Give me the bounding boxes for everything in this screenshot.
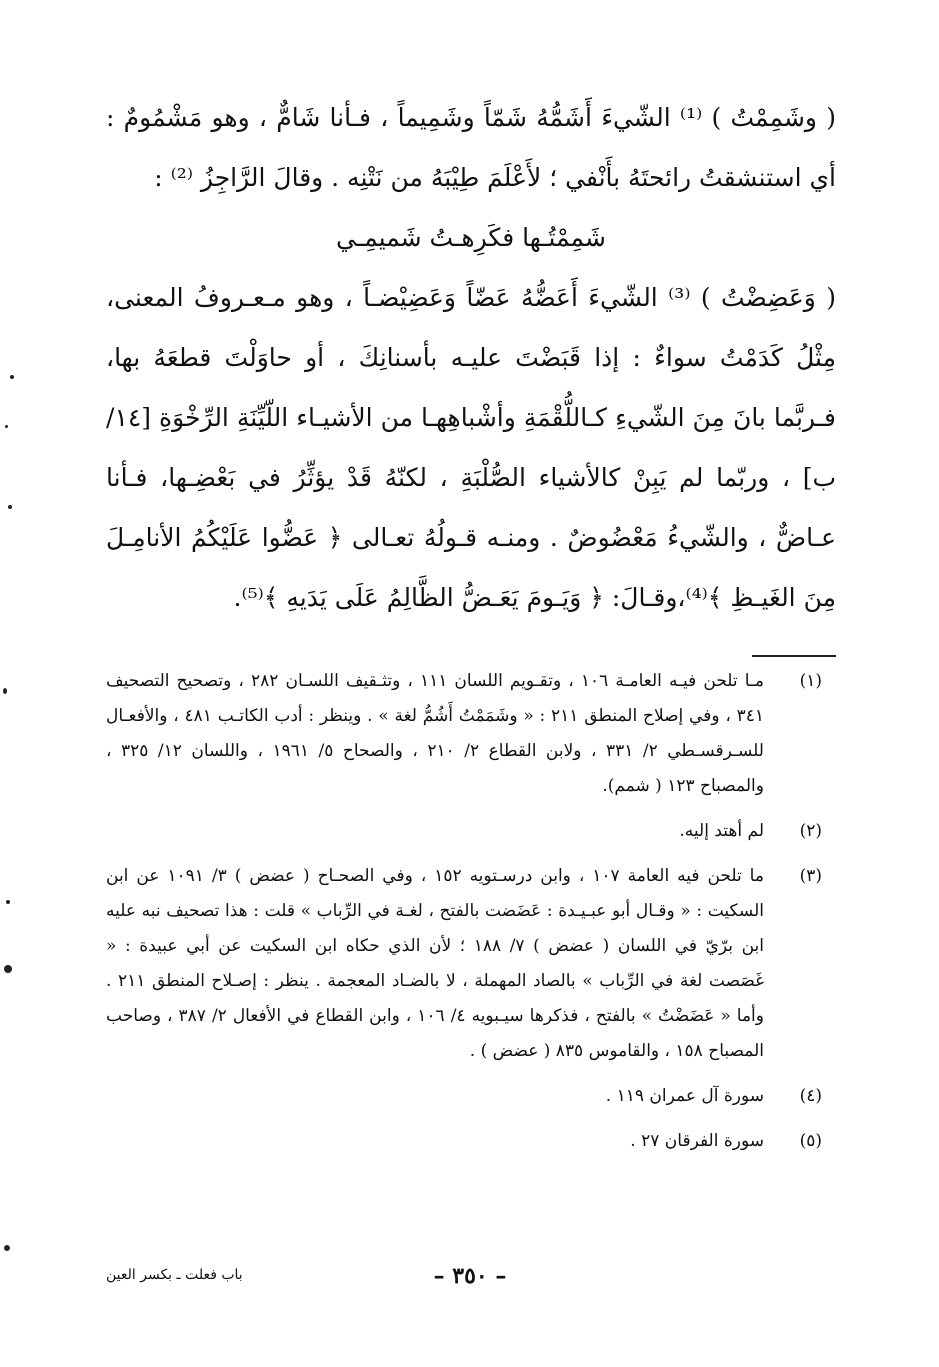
footnotes [106, 664, 830, 1169]
running-head: باب فعلت ـ بكسر العين [106, 1267, 243, 1283]
footnote-text: ما تلحن فيه العامة ١٠٧ ، وابن درسـتويه ١٥٢ ، وفي الصحـاح ( عضض ) ٣/ ١٠٩١ عن ابن السكيت : « وقـال أبو عبـيـدة : عَضَضت بالفتح ، لغـة في الرِّباب » قلت : هذا تصحيف نبه عليه ابن برّيّ في اللسان ( عضض ) ٧/ ١٨٨ ؛ لأن الذي حكاه ابن السكيت عن أبي عبيدة : « غَصَصت لغة في الرِّباب » بالصاد المهملة ، لا بالضـاد المعجمة . ينظر : إصـلاح المنطق ٢١١ . وأما « عَضَضْتُ » بالفتح ، فذكرها سيـبويه ٤/ ١٠٦ ، وابن القطاع في الأفعال ٢/ ٣٨٧ ، وصاحب المصباح ١٥٨ ، والقاموس ٨٣٥ ( عضض ) . [106, 866, 764, 1061]
footnote-number: (٣) [799, 866, 822, 886]
footnote-number: (٢) [799, 821, 822, 841]
footnote-2 [106, 814, 830, 849]
footnote-number: (٥) [799, 1131, 822, 1151]
page-footer [0, 1263, 939, 1293]
footnote-text: لم أهتد إليه. [679, 821, 764, 841]
footnote-3 [106, 859, 830, 1069]
footnote-5 [106, 1124, 830, 1159]
verse-line: شَمِمْتُـها فكَرِهـتُ شَميمِـي [336, 223, 606, 252]
footnote-text: سورة الفرقان ٢٧ . [630, 1131, 764, 1151]
footnote-1 [106, 664, 830, 804]
scan-speck [5, 425, 8, 428]
footnote-text: سورة آل عمران ١١٩ . [605, 1086, 764, 1106]
page-number: – ٣٥٠ – [433, 1263, 507, 1289]
footnote-text: مـا تلحن فيـه العامـة ١٠٦ ، وتقـويم اللسان ١١١ ، وتثـقيف اللسـان ٢٨٢ ، وتصحيح التصحيف ٣٤١ ، وفي إصلاح المنطق ٢١١ : « وشَمَمْتُ أَشُمُّ لغة » . وينظر : أدب الكاتـب ٤٨١ ، والأفعـال للسـرقسـطي ٢/ ٣٣١ ، ولابن القطاع ٢/ ٢١٠ ، والصحاح ٥/ ١٩٦١ ، واللسان ١٢/ ٣٢٥ ، والمصباح ١٢٣ ( شمم). [106, 671, 765, 796]
footnote-number: (٤) [799, 1086, 822, 1106]
footnote-separator [752, 655, 836, 657]
scan-speck [4, 965, 12, 973]
scan-speck [6, 900, 10, 904]
main-text [106, 88, 836, 628]
footnote-4 [106, 1079, 830, 1114]
scan-speck [10, 375, 14, 379]
scan-speck [3, 688, 7, 694]
scan-speck [4, 1245, 10, 1251]
paragraph-2: ( وَعَضِضْتُ ) ⁽³⁾ الشّيءَ أَعَضُّهُ عَضّاً وَعَضِيْضـاً ، وهو مـعـروفُ المعنى، مِثْلُ كَدَمْتُ سواءٌ : إذا قَبَضْتَ عليـه بأسنانِكَ ، أو حاوَلْتَ قطعَهُ بها، فـربَّما بانَ مِنَ الشّيءِ كـاللُّقْمَةِ وأشْباهِهـا من الأشيـاء اللّيِّنَةِ الرِّخْوَةِ [١٤/ب] ، وربّما لم يَبِنْ كالأشياء الصُّلْبَةِ ، لكنّهُ قَدْ يؤثِّرُ في بَعْضِـها، فـأنا عـاضٌّ ، والشّيءُ مَعْضُوضٌ . ومنـه قـولُهُ تعـالى ﴿ عَضُّوا عَلَيْكُمُ الأنامِـلَ مِنَ الغَيـظِ ﴾⁽⁴⁾،وقـالَ: ﴿ وَيَـومَ يَعَـضُّ الظَّالِمُ عَلَى يَدَيهِ ﴾⁽⁵⁾. [106, 283, 836, 612]
paragraph-1: ( وشَمِمْتُ ) ⁽¹⁾ الشّيءَ أَشَمُّهُ شَمّاً وشَمِيماً ، فـأنا شَامٌّ ، وهو مَشْمُومٌ : أي استنشقتُ رائحتَهُ بأَنْفي ؛ لأَعْلَمَ طِيْبَهُ من نَتْنِه . وقالَ الرَّاجِزُ ⁽²⁾ : [106, 103, 836, 192]
footnote-number: (١) [799, 671, 822, 691]
scan-speck [8, 505, 12, 509]
